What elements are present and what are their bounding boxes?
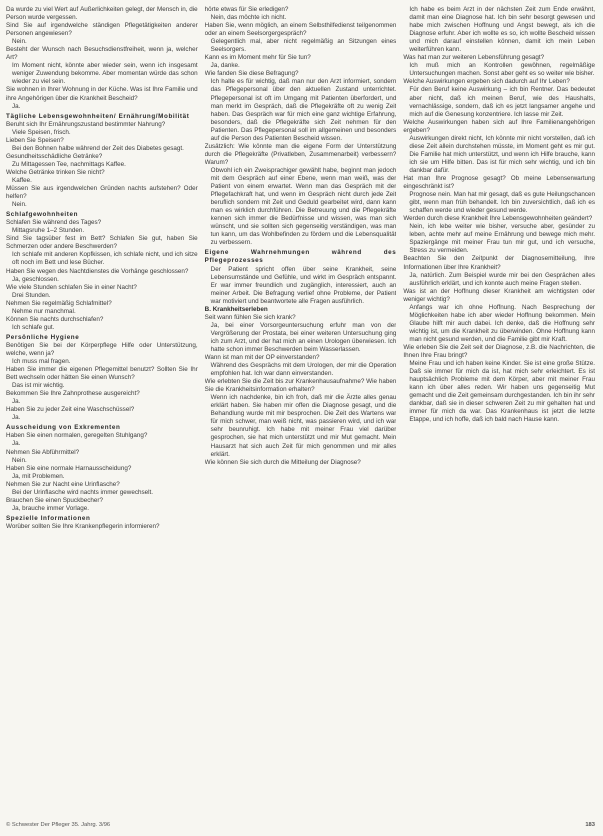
question-text: Was ist an der Hoffnung dieser Krankheit am wichtigsten oder weniger wichtig? <box>403 287 596 303</box>
footer-source: © Schwester Der Pfleger 35. Jahrg. 3/96 <box>6 822 111 828</box>
answer-text: Ich schlafe gut. <box>12 323 55 331</box>
answer-text: Auswirkungen direkt nicht, Ich könnte mir nicht vorstellen, daß ich diese Zeit allein durchstehen müsste, im Moment geht es mir gut. Die Familie hat mich unterstützt, und wenn ich Hilfe brauche, kann ich sie um Hilfe bitten. Das ist für mich sehr wichtig, und ich bin dankbar dafür. <box>409 134 596 174</box>
page-footer <box>6 820 595 830</box>
question-text: Kann es im Moment mehr für Sie tun? <box>204 54 311 62</box>
question-text: Seit wann fühlen Sie sich krank? <box>204 313 296 321</box>
question-text: Beruht sich Ihr Ernährungszustand bestimmter Nahrung? <box>6 120 166 128</box>
question-text: Was hat man zur weiteren Lebensführung gesagt? <box>403 54 545 62</box>
question-text: Haben Sie eine normale Harnausscheidung? <box>6 464 132 472</box>
answer-text: Drei Stunden. <box>12 291 51 299</box>
question-text: Nehmen Sie zur Nacht eine Urinflasche? <box>6 480 120 488</box>
question-text: Wie erlebten Sie die Zeit bis zur Krankenhausaufnahme? Wie haben Sie die Krankheitsinformation erhalten? <box>204 378 397 394</box>
question-text: Welche Auswirkungen ergeben sich dadurch auf Ihr Leben? <box>403 78 570 86</box>
answer-text: Ja. <box>12 102 21 110</box>
column-middle <box>205 6 397 816</box>
answer-text: Ich muss mal fragen. <box>12 358 71 366</box>
answer-text: Nein. <box>12 201 27 209</box>
question-text: Haben Sie wegen des Nachtdienstes die Vorhänge geschlossen? <box>6 267 189 275</box>
answer-text: Mittagsruhe 1–2 Stunden. <box>12 227 85 235</box>
question-text: Gesundheitsschädliche Getränke? <box>6 152 103 160</box>
answer-text: Bei der Urinflasche wird nachts immer gewechselt. <box>12 488 154 496</box>
question-text: Nehmen Sie Abführmittel? <box>6 448 80 456</box>
answer-text: Ja, geschlossen. <box>12 275 59 283</box>
answer-text: Das ist mir wichtig. <box>12 382 65 390</box>
answer-text: Viele Speisen, frisch. <box>12 128 71 136</box>
question-text: Welche Auswirkungen haben sich auf Ihre Familienangehörigen ergeben? <box>403 118 596 134</box>
section-heading: Schlafgewohnheiten <box>6 211 79 219</box>
question-text: Wann ist man mit der OP einverstanden? <box>204 354 320 362</box>
question-text: hörte etwas für Sie erledigen? <box>204 6 289 13</box>
question-text: Haben Sie, wenn möglich, an einem Selbsthilfedienst teilgenommen oder an einem Seelsorgergespräch? <box>204 22 397 38</box>
answer-text: Ja, brauche immer Vorlage. <box>12 504 89 512</box>
answer-text: Zu Mittagessen Tee, nachmittags Kaffee. <box>12 160 126 168</box>
question-text: Haben Sie einen normalen, geregelten Stuhlgang? <box>6 432 148 440</box>
question-text: Müssen Sie aus irgendwelchen Gründen nachts aufstehen? Oder helfen? <box>6 185 198 201</box>
answer-text: Ich halte es für wichtig, daß man nur den Arzt informiert, sondern das Pflegepersonal über den aktuellen Zustand unterrichtet. Pflegepersonal ist oft im Umgang mit Patienten überfordert, und man merkt im Gespräch, daß die Pflegekräfte oft zu wenig Zeit haben. Das Gespräch war für mich eine ganz wichtige Erfahrung, besonders, daß die Pflegekräfte sich Zeit nehmen für den Patienten. Das Pflegepersonal soll im allgemeinen und besonders auf die Person des Patienten Bescheid wissen. <box>210 78 397 142</box>
answer-text: Nein, ich lebe weiter wie bisher, versuche aber, gesünder zu leben, achte mehr auf meine Ernährung und bewege mich mehr. Spaziergänge mit meiner Frau tun mir gut, und ich versuche, Stress zu vermeiden. <box>409 223 596 255</box>
question-text: Worüber sollten Sie Ihre Krankenpflegerin informieren? <box>6 522 160 530</box>
question-text: Schlafen Sie während des Tages? <box>6 219 102 227</box>
question-text: Haben Sie immer die eigenen Pflegemittel benutzt? Sollten Sie Ihr Bett wechseln oder hätten Sie einen Wunsch? <box>6 366 198 382</box>
answer-text: Prognose nein. Man hat mir gesagt, daß es gute Heilungschancen gibt, wenn man früh behandelt. Ich bin zuversichtlich, daß ich es schaffen werde und wieder gesund werde. <box>409 191 596 215</box>
column-right <box>403 6 595 816</box>
question-text: Beachten Sie den Zeitpunkt der Diagnosemitteilung, Ihre Informationen über Ihre Krankheit? <box>403 255 596 271</box>
question-text: Sind Sie auf irgendwelche ständigen Pflegetätigkeiten anderer Personen angewiesen? <box>6 22 198 38</box>
question-text: Benötigen Sie bei der Körperpflege Hilfe oder Unterstützung, welche, wenn ja? <box>6 341 198 357</box>
answer-text: Anfangs war ich ohne Hoffnung. Nach Besprechung der Möglichkeiten habe ich aber wieder Hoffnung bekommen. Mein Glaube hilft mir auch dabei. Ich denke, daß die Hoffnung sehr wichtig ist, um die Krankheit zu überwinden. Ohne Hoffnung kann man nicht gesund werden, und die Familie gibt mir Kraft. <box>409 303 596 343</box>
answer-text: Ich habe es beim Arzt in der nächsten Zeit zum Ende erwähnt, damit man eine Diagnose hat. Ich bin sehr besorgt gewesen und habe mich zwischen Hoffnung und Angst bewegt, als ich die Diagnose erfuhr. Aber ich wollte es so, ich wollte Bescheid wissen und mich darauf einstellen können, damit ich mein Leben weiterführen kann. <box>409 6 596 54</box>
answer-text: Ich schlafe mit anderen Kopfkissen, ich schlafe nicht, und ich sitze oft noch im Bett und lese Bücher. <box>12 251 198 267</box>
question-text: Werden durch diese Krankheit Ihre Lebensgewohnheiten geändert? <box>403 215 593 223</box>
section-heading: Persönliche Hygiene <box>6 333 80 341</box>
answer-text: Ja. <box>12 398 21 406</box>
answer-text: Im Moment nicht, könnte aber wieder sein, wenn ich insgesamt weniger Zuwendung bekomme. Aber momentan würde das schon wieder zu viel sein. <box>12 62 198 86</box>
section-heading: Tägliche Lebensgewohnheiten/ Ernährung/Mobilität <box>6 112 190 120</box>
answer-text: Meine Frau und ich haben keine Kinder. Sie ist eine große Stütze. Daß sie immer für mich da ist, hat mich sehr erleichtert. Es ist hauptsächlich Probleme mit dem Körper, aber mit meiner Frau kann ich über alles reden. Wir haben uns gegenseitig Mut gemacht und die Zeit gemeinsam durchgestanden. Ich bin ihr sehr dankbar, daß sie in dieser schweren Zeit zu mir gehalten hat und immer für mich da war. Das Krankenhaus ist jetzt die letzte Etappe, und ich hoffe, daß ich bald nach Hause kann. <box>409 360 596 424</box>
question-text: Brauchen Sie einen Spuckbecher? <box>6 496 103 504</box>
question-text: Da wurde zu viel Wert auf Äußerlichkeiten gelegt, der Mensch in, die Person wurde vergessen. <box>6 6 198 22</box>
answer-text: Der Patient spricht offen über seine Krankheit, seine Lebensumstände und Gefühle, und wirkt im Gespräch entspannt. Er war immer freundlich und zugänglich, interessiert, auch an meiner Arbeit. Die Befragung verlief ohne Probleme, der Patient war motiviert und beantwortete alle Fragen ausführlich. <box>210 265 397 305</box>
answer-text: Gelegentlich mal, aber nicht regelmäßig an Sitzungen eines Seelsorgers. <box>210 38 397 54</box>
answer-text: Kaffee. <box>12 176 32 184</box>
text-columns <box>6 6 595 816</box>
answer-text: Obwohl ich ein Zweisprachiger gewählt habe, beginnt man jedoch mit dem Gespräch auf einer Ebene, wenn man weiß, was der Patient von einem erwartet. Wenn man das Gespräch mit der Pflegefachkraft hat, und wenn im Gespräch nicht durch jede Zeit beruflich sondern mit Zeit und Geduld gearbeitet wird, dann kann man es wirklich durchführen. Die Betreuung und die Pflegekräfte kennen sich immer die Bedürfnisse und wissen, was man sich wünscht, und sie sollten sich gegenseitig verständigen, was man tun kann, um das Wohlbefinden zu fördern und die Lebensqualität zu verbessern. <box>210 166 397 247</box>
answer-text: Ja, danke. <box>210 62 240 70</box>
question-text: Sie wohnen in Ihrer Wohnung in der Küche. Was ist Ihre Familie und ihre Angehörigen über die Krankheit Bescheid? <box>6 86 198 102</box>
answer-text: Nein, das möchte ich nicht. <box>210 14 287 22</box>
section-heading: Ausscheidung von Exkrementen <box>6 424 121 432</box>
answer-text: Für den Beruf keine Auswirkung – ich bin Rentner. Das bedeutet aber nicht, daß ich meinen Beruf, wie des Haushalts, vernachlässige, sondern, daß ich es jetzt langsamer angehe und mich auf die Genesung konzentriere. Ich lasse mir Zeit. <box>409 86 596 118</box>
answer-text: Nein. <box>12 456 27 464</box>
question-text: Welche Getränke trinken Sie nicht? <box>6 168 105 176</box>
question-text: Können Sie nachts durchschlafen? <box>6 315 104 323</box>
question-text: Wie viele Stunden schlafen Sie in einer Nacht? <box>6 283 137 291</box>
answer-text: Ja, bei einer Vorsorgeuntersuchung erfuhr man von der Vergrößerung der Prostata, bei einer weiteren Untersuchung ging ich zum Arzt, und der hat mich an einen Urologen überwiesen. Ich hatte schon immer Beschwerden beim Wasserlassen. <box>210 321 397 353</box>
question-text: Lieben Sie Speisen? <box>6 136 64 144</box>
answer-text: Ich muß mich an Kontrollen gewöhnen, regelmäßige Untersuchungen machen. Sonst aber geht es so weiter wie bisher. <box>409 62 596 78</box>
answer-text: Ja. <box>12 414 21 422</box>
question-text: Sind Sie tagsüber fest im Bett? Schlafen Sie gut, haben Sie Schmerzen oder andere Beschwerden? <box>6 235 198 251</box>
question-text: Zusätzlich: Wie könnte man die eigene Form der Unterstützung durch die Pflegekräfte (Privatleben, Zusammenarbeit) verbessern? Warum? <box>204 142 397 166</box>
answer-text: Ja, natürlich. Zum Beispiel wurde mir bei den Gesprächen alles ausführlich erklärt, und ich konnte auch meine Fragen stellen. <box>409 271 596 287</box>
subsection-heading: B. Krankheitserleben <box>204 305 268 313</box>
question-text: Haben Sie zu jeder Zeit eine Waschschüssel? <box>6 406 135 414</box>
section-heading: Spezielle Informationen <box>6 514 91 522</box>
question-text: Besteht der Wunsch nach Besuchsdienstfreiheit, wenn ja, welcher Art? <box>6 46 198 62</box>
page-number: 183 <box>585 822 595 828</box>
answer-text: Ja. <box>12 440 21 448</box>
question-text: Wie erleben Sie die Zeit seit der Diagnose, z.B. die Nachrichten, die Ihnen Ihre Frau bringt? <box>403 343 596 360</box>
column-left <box>6 6 198 816</box>
answer-text: Wenn ich nachdenke, bin ich froh, daß mir die Ärzte alles genau erklärt haben. Sie haben mir offen die Diagnose gesagt, und die Behandlung wurde mit mir besprochen. Die Zeit des Wartens war für mich schwer, man weiß nicht, was passieren wird, und ich war sehr beunruhigt. Ich habe mit meiner Frau viel darüber gesprochen, sie hat mich unterstützt und mir Mut gemacht. Mein Hausarzt hat sich auch Zeit für mich genommen und mir alles erklärt. <box>210 394 397 458</box>
question-text: Hat man Ihre Prognose gesagt? Ob meine Lebenserwartung eingeschränkt ist? <box>403 174 596 191</box>
question-text: Wie fanden Sie diese Befragung? <box>204 70 299 78</box>
answer-text: Während des Gesprächs mit dem Urologen, der mir die Operation empfohlen hat. Ich war dann einverstanden. <box>210 362 397 378</box>
answer-text: Bei den Bohnen halbe während der Zeit des Diabetes gesagt. <box>12 144 184 152</box>
answer-text: Nehme nur manchmal. <box>12 307 76 315</box>
section-heading: Eigene Wahrnehmungen während des Pflegeprozesses <box>204 249 397 265</box>
answer-text: Nein. <box>12 38 27 46</box>
answer-text: Ja, mit Problemen. <box>12 472 65 480</box>
question-text: Wie können Sie sich durch die Mitteilung der Diagnose? <box>204 458 361 466</box>
question-text: Bekommen Sie Ihre Zahnprothese ausgereicht? <box>6 390 140 398</box>
question-text: Nehmen Sie regelmäßig Schlafmittel? <box>6 299 112 307</box>
